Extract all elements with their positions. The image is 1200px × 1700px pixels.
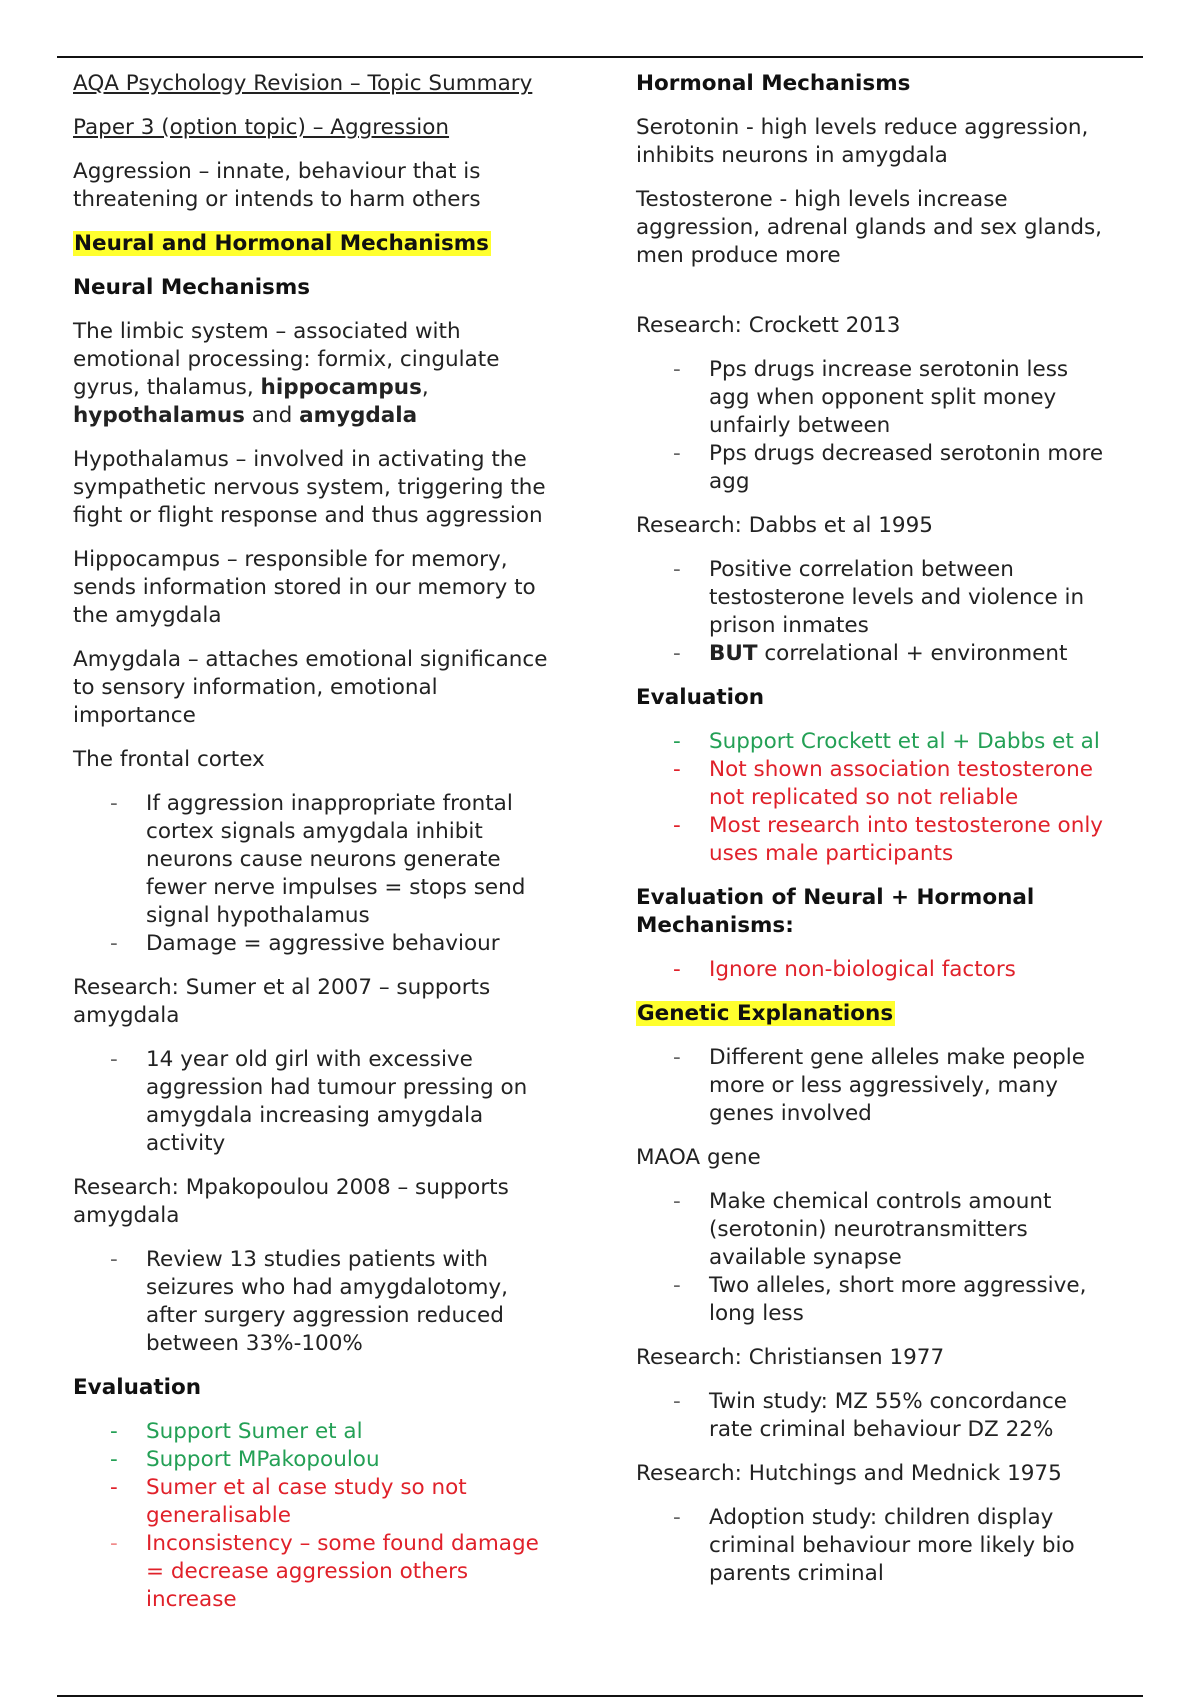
- list-item: [709, 640, 1136, 668]
- list-item: - Support Crockett et al + Dabbs et al: [709, 728, 1136, 756]
- list-item: - If aggression inappropriate frontal cortex signals amygdala inhibit neurons cause neurons generate fewer nerve impulses = stops send signal hypothalamus: [146, 790, 573, 930]
- but-keyword: BUT: [709, 641, 758, 666]
- but-text: correlational + environment: [757, 641, 1068, 666]
- hypothalamus-term: hypothalamus: [73, 403, 245, 428]
- sumer-research: Research: Sumer et al 2007 – supports amygdala: [73, 975, 491, 1028]
- hippocampus-paragraph: Hippocampus – responsible for memory, sends information stored in our memory to the amygdala: [73, 547, 536, 628]
- list-item: - Most research into testosterone only uses male participants: [709, 812, 1136, 868]
- list-item: - Damage = aggressive behaviour: [146, 930, 573, 958]
- limbic-line-2: emotional processing: formix, cingulate: [73, 347, 500, 372]
- limbic-and: and: [244, 403, 300, 428]
- hormonal-evaluation-list: [636, 728, 1136, 868]
- list-item: - Review 13 studies patients with seizures who had amygdalotomy, after surgery aggression reduced between 33%-100%: [146, 1246, 573, 1358]
- frontal-cortex-bullets: [73, 790, 573, 958]
- hutchings-research: Research: Hutchings and Mednick 1975: [636, 1461, 1062, 1486]
- section-heading-neural-hormonal: Neural and Hormonal Mechanisms: [74, 231, 489, 256]
- hippocampus-term: hippocampus: [260, 375, 422, 400]
- list-item: - Twin study: MZ 55% concordance rate criminal behaviour DZ 22%: [709, 1388, 1136, 1444]
- right-column: [636, 70, 1136, 1604]
- genetic-bullets: [636, 1044, 1136, 1128]
- list-item: - Two alleles, short more aggressive, long less: [709, 1272, 1136, 1328]
- list-item: - Positive correlation between testosterone levels and violence in prison inmates: [709, 556, 1136, 640]
- neural-hormonal-evaluation-heading: Evaluation of Neural + Hormonal Mechanisms:: [636, 885, 1035, 938]
- mpakopoulou-research: Research: Mpakopoulou 2008 – supports amygdala: [73, 1175, 509, 1228]
- left-column: [73, 70, 573, 1630]
- christiansen-bullets: [636, 1388, 1136, 1444]
- crockett-research: Research: Crockett 2013: [636, 313, 901, 338]
- hormonal-mechanisms-heading: Hormonal Mechanisms: [636, 71, 911, 96]
- list-item: - Adoption study: children display criminal behaviour more likely bio parents criminal: [709, 1504, 1136, 1588]
- list-item: - Inconsistency – some found damage = decrease aggression others increase: [146, 1530, 573, 1614]
- maoa-bullets: [636, 1188, 1136, 1328]
- list-item: - Pps drugs increase serotonin less agg when opponent split money unfairly between: [709, 356, 1136, 440]
- serotonin-paragraph: Serotonin - high levels reduce aggression, inhibits neurons in amygdala: [636, 115, 1089, 168]
- maoa-heading: MAOA gene: [636, 1145, 761, 1170]
- list-item: - Pps drugs decreased serotonin more agg: [709, 440, 1136, 496]
- neural-evaluation-heading: Evaluation: [73, 1375, 202, 1400]
- neural-evaluation-list: [73, 1418, 573, 1614]
- document-subtitle: Paper 3 (option topic) – Aggression: [73, 115, 450, 140]
- hypothalamus-paragraph: Hypothalamus – involved in activating the sympathetic nervous system, triggering the fight or flight response and thus aggression: [73, 447, 546, 528]
- hutchings-bullets: [636, 1504, 1136, 1588]
- christiansen-research: Research: Christiansen 1977: [636, 1345, 945, 1370]
- limbic-system-paragraph: [73, 318, 573, 430]
- sumer-bullets: [73, 1046, 573, 1158]
- list-item: - Ignore non-biological factors: [709, 956, 1136, 984]
- dabbs-bullets: [636, 556, 1136, 668]
- spacer: [636, 286, 1136, 312]
- list-item: - Not shown association testosterone not replicated so not reliable: [709, 756, 1136, 812]
- list-item: - Support MPakopoulou: [146, 1446, 573, 1474]
- list-item: - 14 year old girl with excessive aggression had tumour pressing on amygdala increasing amygdala activity: [146, 1046, 573, 1158]
- neural-hormonal-evaluation-list: [636, 956, 1136, 984]
- list-item: - Support Sumer et al: [146, 1418, 573, 1446]
- document-title: AQA Psychology Revision – Topic Summary: [73, 71, 533, 96]
- list-item: - Sumer et al case study so not generalisable: [146, 1474, 573, 1530]
- testosterone-paragraph: Testosterone - high levels increase aggression, adrenal glands and sex glands, men produce more: [636, 187, 1103, 268]
- bottom-rule: [57, 1695, 1143, 1697]
- list-item: - Make chemical controls amount (serotonin) neurotransmitters available synapse: [709, 1188, 1136, 1272]
- amygdala-paragraph: Amygdala – attaches emotional significance to sensory information, emotional importance: [73, 647, 548, 728]
- limbic-comma: ,: [421, 375, 429, 400]
- amygdala-term: amygdala: [299, 403, 418, 428]
- limbic-line-1: The limbic system – associated with: [73, 319, 461, 344]
- mpakopoulou-bullets: [73, 1246, 573, 1358]
- list-item: - Different gene alleles make people more or less aggressively, many genes involved: [709, 1044, 1136, 1128]
- limbic-line-3: gyrus, thalamus,: [73, 375, 261, 400]
- aggression-definition: Aggression – innate, behaviour that is threatening or intends to harm others: [73, 159, 481, 212]
- hormonal-evaluation-heading: Evaluation: [636, 685, 765, 710]
- top-rule: [57, 56, 1143, 58]
- dabbs-research: Research: Dabbs et al 1995: [636, 513, 933, 538]
- section-heading-genetic: Genetic Explanations: [637, 1001, 894, 1026]
- neural-mechanisms-heading: Neural Mechanisms: [73, 275, 311, 300]
- crockett-bullets: [636, 356, 1136, 496]
- frontal-cortex-heading: The frontal cortex: [73, 747, 265, 772]
